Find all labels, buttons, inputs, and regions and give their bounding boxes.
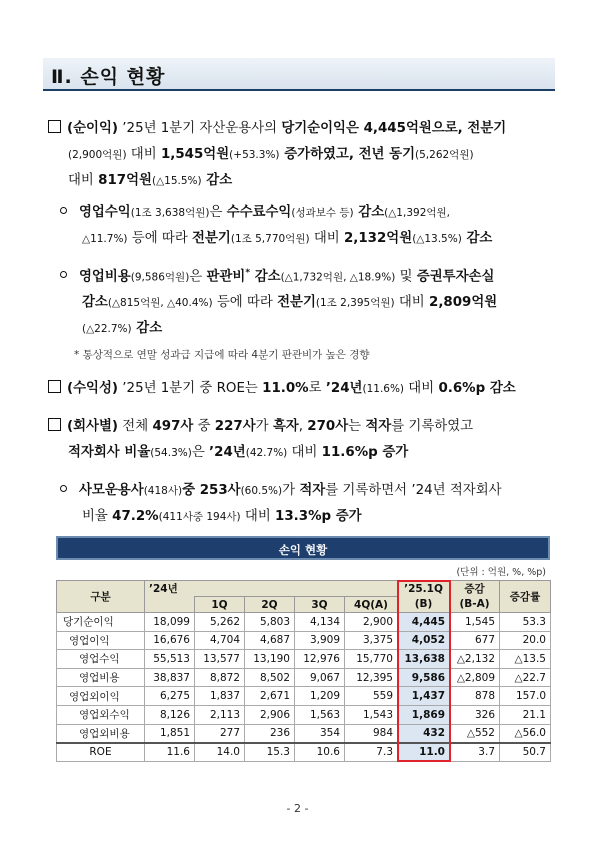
cell-value: 559 — [345, 687, 398, 706]
header-change-sub: (B-A) — [450, 597, 500, 613]
cell-value: 15.3 — [245, 743, 295, 762]
cell-value: 13,638 — [398, 650, 450, 669]
cell-value: 277 — [195, 724, 245, 743]
cell-value: 50.7 — [500, 743, 551, 762]
table-row — [57, 613, 551, 632]
p5-line1: (회사별) 전체 497사 중 227사가 흑자, 270사는 적자를 기록하였고 — [48, 414, 473, 440]
cell-value: 1,437 — [398, 687, 450, 706]
cell-value: 5,803 — [245, 613, 295, 632]
square-bullet-icon — [48, 120, 61, 133]
section-header — [43, 58, 555, 91]
table-row — [57, 631, 551, 650]
p3-line2: 감소(△815억원, △40.4%) 등에 따라 전분기(1조 2,395억원) 대비 2,809억원 — [82, 295, 498, 311]
row-label: 당기순이익 — [57, 613, 145, 632]
cell-value: 3,909 — [295, 631, 345, 650]
header-2024: ’24년 — [145, 581, 398, 597]
cell-value: 3.7 — [450, 743, 500, 762]
page-number: - 2 - — [286, 802, 309, 815]
p2-line1: 영업수익(1조 3,638억원)은 수수료수익(성과보수 등) 감소(△1,392억원, — [60, 200, 492, 226]
cell-value: 12,395 — [345, 668, 398, 687]
table-row — [57, 650, 551, 669]
header-q2: 2Q — [245, 597, 295, 613]
cell-value: 2,113 — [195, 705, 245, 724]
header-category: 구분 — [57, 581, 145, 613]
table-header-row-1 — [57, 581, 551, 597]
row-label: 영업이익 — [57, 631, 145, 650]
table-row — [57, 668, 551, 687]
circle-bullet-icon — [60, 271, 67, 278]
paragraph-by-company — [48, 414, 473, 466]
paragraph-profitability — [48, 376, 516, 402]
cell-value: 878 — [450, 687, 500, 706]
p1-line3: 대비 817억원(△15.5%) 감소 — [68, 173, 233, 188]
cell-value: 12,976 — [295, 650, 345, 669]
cell-value: 2,900 — [345, 613, 398, 632]
header-q4: 4Q(A) — [345, 597, 398, 613]
circle-bullet-icon — [60, 485, 67, 492]
header-2025q1-sub: (B) — [398, 597, 450, 613]
cell-value: △13.5 — [500, 650, 551, 669]
cell-value: 14.0 — [195, 743, 245, 762]
p3-line1: 영업비용(9,586억원)은 판관비* 감소(△1,732억원, △18.9%) 및 증권투자손실 — [60, 260, 497, 290]
cell-value: 9,067 — [295, 668, 345, 687]
paragraph-operating-revenue — [60, 200, 492, 252]
cell-value: 11.0 — [398, 743, 450, 762]
cell-value: △2,809 — [450, 668, 500, 687]
p1-line2: (2,900억원) 대비 1,545억원(+53.3%) 증가하였고, 전년 동기(5,262억원) — [68, 147, 474, 162]
cell-value: 13,577 — [195, 650, 245, 669]
cell-value: 10.6 — [295, 743, 345, 762]
cell-value: 11.6 — [145, 743, 195, 762]
cell-value: 1,851 — [145, 724, 195, 743]
cell-value: 9,586 — [398, 668, 450, 687]
cell-value: 677 — [450, 631, 500, 650]
p4-line1: (수익성) ’25년 1분기 중 ROE는 11.0%로 ’24년(11.6%) 대비 0.6%p 감소 — [48, 376, 516, 402]
header-q3: 3Q — [295, 597, 345, 613]
cell-value: 20.0 — [500, 631, 551, 650]
cell-value: 3,375 — [345, 631, 398, 650]
row-label: 영업외이익 — [57, 687, 145, 706]
pnl-table-container — [56, 536, 550, 762]
pnl-table — [56, 580, 551, 762]
paragraph-operating-expense — [60, 260, 497, 342]
cell-value: 236 — [245, 724, 295, 743]
cell-value: 1,209 — [295, 687, 345, 706]
cell-value: 2,671 — [245, 687, 295, 706]
paragraph-private-fund — [60, 478, 502, 530]
cell-value: 5,262 — [195, 613, 245, 632]
p5-line2: 적자회사 비율(54.3%)은 ’24년(42.7%) 대비 11.6%p 증가 — [68, 445, 409, 460]
header-q1: 1Q — [195, 597, 245, 613]
cell-value: 4,134 — [295, 613, 345, 632]
row-label: 영업외비용 — [57, 724, 145, 743]
cell-value: 6,275 — [145, 687, 195, 706]
cell-value: 4,704 — [195, 631, 245, 650]
cell-value: 4,445 — [398, 613, 450, 632]
paragraph-net-income — [48, 116, 506, 194]
cell-value: 8,502 — [245, 668, 295, 687]
cell-value: 53.3 — [500, 613, 551, 632]
table-row — [57, 687, 551, 706]
footnote: * 통상적으로 연말 성과급 지급에 따라 4분기 판관비가 높은 경향 — [74, 349, 370, 361]
cell-value: 38,837 — [145, 668, 195, 687]
cell-value: 2,906 — [245, 705, 295, 724]
cell-value: △56.0 — [500, 724, 551, 743]
cell-value: 1,563 — [295, 705, 345, 724]
cell-value: 18,099 — [145, 613, 195, 632]
section-title: Ⅱ. 손익 현황 — [51, 66, 166, 88]
header-change-rate: 증감률 — [500, 581, 551, 613]
header-change: 증감 — [450, 581, 500, 597]
cell-value: 157.0 — [500, 687, 551, 706]
table-row — [57, 705, 551, 724]
p3-line3: (△22.7%) 감소 — [82, 321, 163, 337]
cell-value: 15,770 — [345, 650, 398, 669]
p1-line1: (순이익) ’25년 1분기 자산운용사의 당기순이익은 4,445억원으로, 전분기 — [48, 116, 506, 142]
cell-value: 354 — [295, 724, 345, 743]
cell-value: 8,126 — [145, 705, 195, 724]
cell-value: 13,190 — [245, 650, 295, 669]
row-label: ROE — [57, 743, 145, 762]
cell-value: 21.1 — [500, 705, 551, 724]
table-title: 손익 현황 — [56, 536, 550, 560]
row-label: 영업외수익 — [57, 705, 145, 724]
header-2025q1: ’25.1Q — [398, 581, 450, 597]
row-label: 영업수익 — [57, 650, 145, 669]
cell-value: △22.7 — [500, 668, 551, 687]
cell-value: 1,837 — [195, 687, 245, 706]
cell-value: 1,545 — [450, 613, 500, 632]
circle-bullet-icon — [60, 207, 67, 214]
cell-value: 4,687 — [245, 631, 295, 650]
cell-value: △2,132 — [450, 650, 500, 669]
cell-value: 8,872 — [195, 668, 245, 687]
table-row — [57, 743, 551, 762]
p6-line2: 비율 47.2%(411사중 194사) 대비 13.3%p 증가 — [82, 509, 362, 524]
table-row — [57, 724, 551, 743]
cell-value: 7.3 — [345, 743, 398, 762]
square-bullet-icon — [48, 418, 61, 431]
cell-value: 4,052 — [398, 631, 450, 650]
cell-value: 16,676 — [145, 631, 195, 650]
cell-value: 326 — [450, 705, 500, 724]
p2-line2: △11.7%) 등에 따라 전분기(1조 5,770억원) 대비 2,132억원(△13.5%) 감소 — [82, 231, 493, 246]
row-label: 영업비용 — [57, 668, 145, 687]
p6-line1: 사모운용사(418사)중 253사(60.5%)가 적자를 기록하면서 ’24년 적자회사 — [60, 478, 502, 504]
cell-value: 984 — [345, 724, 398, 743]
table-unit: (단위 : 억원, %, %p) — [456, 567, 546, 578]
cell-value: 1,543 — [345, 705, 398, 724]
square-bullet-icon — [48, 380, 61, 393]
cell-value: 1,869 — [398, 705, 450, 724]
cell-value: 55,513 — [145, 650, 195, 669]
cell-value: 432 — [398, 724, 450, 743]
cell-value: △552 — [450, 724, 500, 743]
